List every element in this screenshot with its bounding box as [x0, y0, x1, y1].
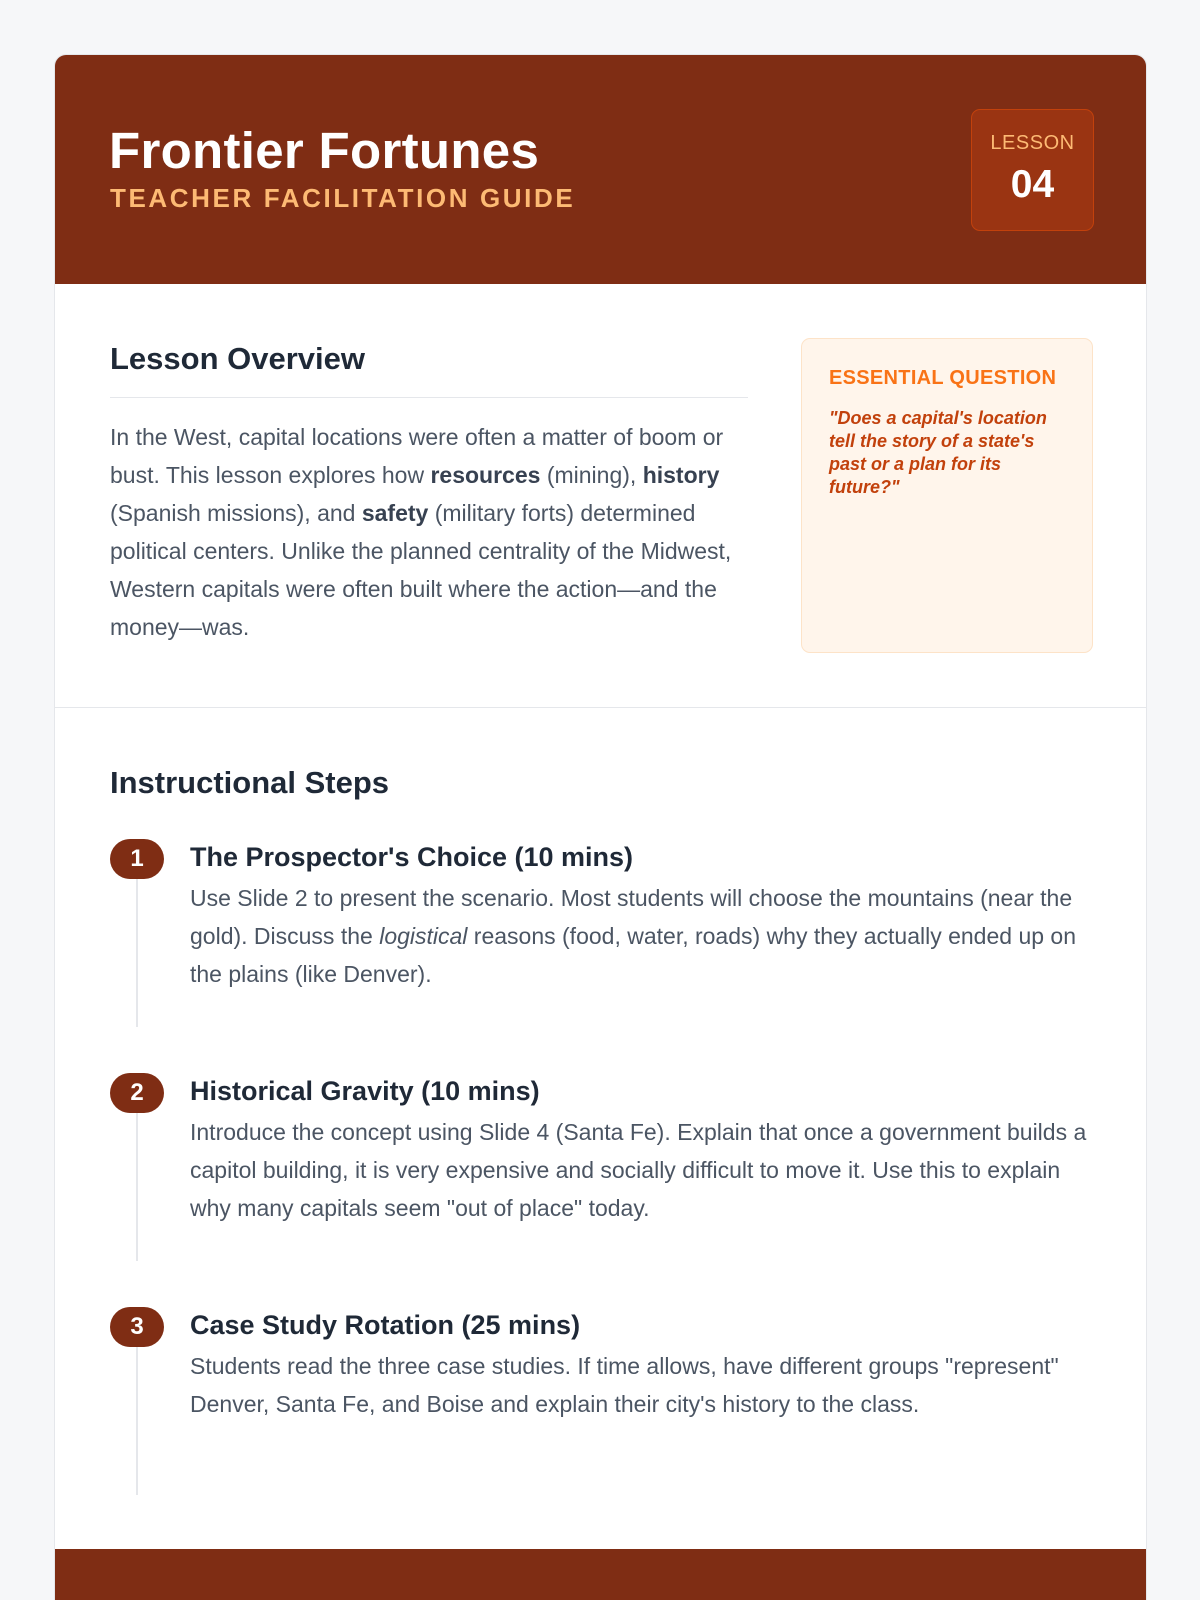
step-number-badge: 2 [110, 1073, 164, 1113]
step-title: The Prospector's Choice (10 mins) [190, 842, 634, 872]
step-number-badge: 3 [110, 1307, 164, 1347]
step-title: Historical Gravity (10 mins) [190, 1076, 540, 1106]
page-title: Frontier Fortunes [109, 122, 540, 179]
step-timeline-line [136, 1101, 138, 1261]
keyword-history: history [642, 462, 720, 488]
step-description: Students read the three case studies. If time allows, have different groups "represent" Denver, Santa Fe, and Boise and explain their city's history to the class. [190, 1353, 1059, 1417]
page-subtitle: TEACHER FACILITATION GUIDE [110, 183, 576, 213]
essential-question-box [801, 338, 1093, 653]
step-timeline-line [136, 867, 138, 1027]
overview-divider [110, 397, 748, 398]
keyword-safety: safety [361, 500, 429, 526]
step-description: Introduce the concept using Slide 4 (Santa Fe). Explain that once a government builds a capitol building, it is very expensive and socially difficult to move it. Use this to explain why many capitals seem "out of place" today. [190, 1119, 1087, 1221]
steps-heading: Instructional Steps [110, 765, 390, 800]
keyword-resources: resources [430, 462, 541, 488]
lesson-label: LESSON [990, 132, 1075, 154]
step-description: Use Slide 2 to present the scenario. Most students will choose the mountains (near the gold). Discuss the logistical reasons (food, water, roads) why they actually ended up on the plains (like Denver). [190, 885, 1077, 987]
overview-text: In the West, capital locations were often a matter of boom or bust. This lesson explores how resources (mining), history (Spanish missions), and safety (military forts) determined political centers. Unlike the planned centrality of the Midwest, Western capitals were often built where the action—and the money—was. [110, 424, 732, 640]
footer-bar [55, 1549, 1146, 1600]
facilitation-guide-card [54, 54, 1147, 1600]
lesson-badge [971, 109, 1094, 231]
step-timeline-line [136, 1335, 138, 1495]
step-title: Case Study Rotation (25 mins) [190, 1310, 581, 1340]
instructional-steps-section [55, 709, 1146, 1600]
essential-question-label: ESSENTIAL QUESTION [829, 367, 1057, 389]
lesson-number: 04 [1010, 163, 1055, 206]
lesson-overview-section [55, 284, 1146, 708]
essential-question-text: "Does a capital's location tell the story of a state's past or a plan for its future?" [829, 408, 1047, 497]
guide-header [55, 55, 1146, 284]
overview-heading: Lesson Overview [110, 341, 366, 376]
step-number-badge: 1 [110, 839, 164, 879]
